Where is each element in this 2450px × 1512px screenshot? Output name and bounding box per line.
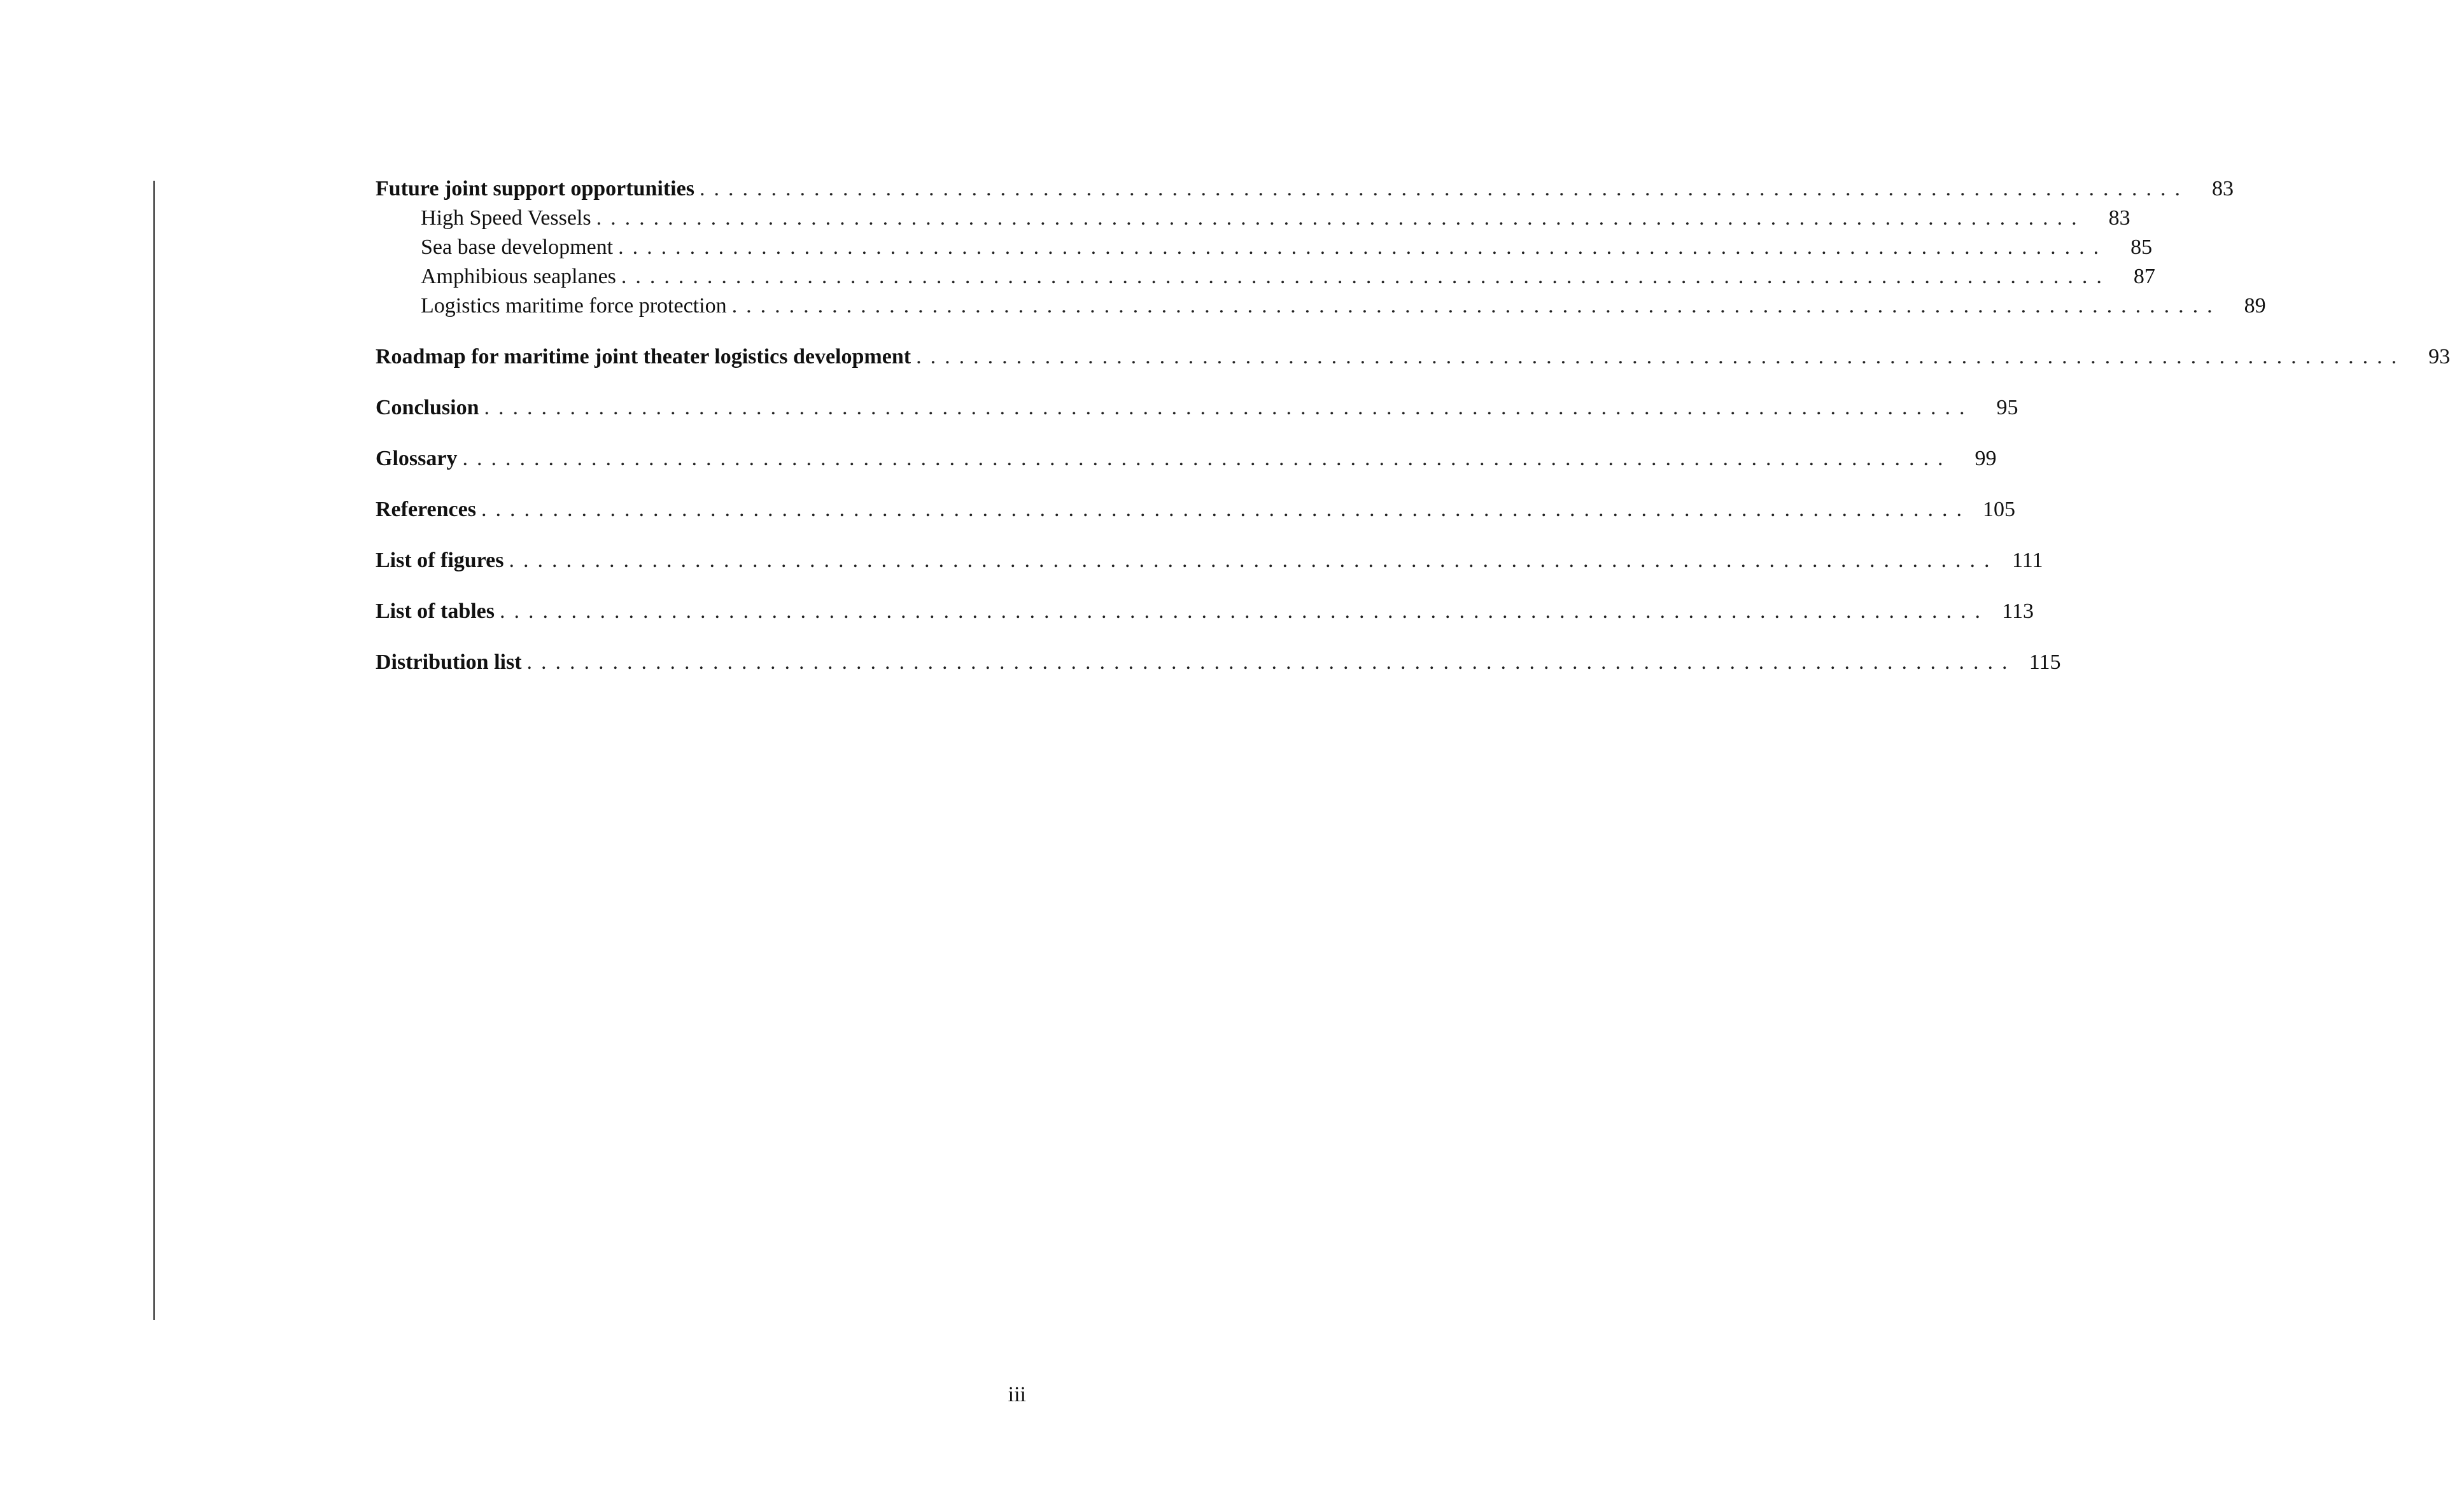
toc-entry-title: Sea base development (421, 235, 614, 259)
toc-entry-title: High Speed Vessels (421, 206, 591, 230)
toc-entry-title: List of tables (376, 599, 495, 623)
toc-entry-title: Glossary (376, 447, 458, 470)
toc-entry-page: 99 (1975, 447, 1997, 470)
dot-leader: ........................................................................................................ (618, 235, 2108, 259)
toc-entry-title: Roadmap for maritime joint theater logistics development (376, 345, 912, 368)
toc-entry-glossary[interactable] (376, 444, 1997, 473)
dot-leader: ........................................................................................................ (481, 498, 1971, 521)
toc-entry-page: 95 (1996, 396, 2018, 419)
toc-entry-page: 83 (2211, 177, 2234, 200)
dot-leader: ........................................................................................................ (509, 549, 1999, 572)
toc-entry-references[interactable] (376, 495, 2015, 524)
margin-rule (153, 181, 155, 1320)
toc-entry-page: 93 (2428, 345, 2450, 368)
dot-leader: ........................................................................................................ (596, 206, 2086, 230)
toc-entry-page: 115 (2029, 650, 2061, 674)
toc-entry-title: Logistics maritime force protection (421, 294, 727, 318)
toc-entry-sea-base-development[interactable] (376, 233, 2153, 262)
toc-entry-page: 85 (2130, 235, 2153, 259)
toc-entry-title: Conclusion (376, 396, 479, 419)
toc-entry-roadmap[interactable] (376, 342, 2450, 372)
dot-leader: ........................................................................................................ (484, 396, 1974, 419)
toc-entry-distribution-list[interactable] (376, 648, 2061, 677)
toc-entry-amphibious-seaplanes[interactable] (376, 262, 2155, 291)
toc-entry-title: List of figures (376, 549, 504, 572)
toc-entry-list-of-figures[interactable] (376, 546, 2043, 575)
page-number: iii (1008, 1383, 1026, 1406)
toc-entry-page: 89 (2244, 294, 2266, 318)
dot-leader: ........................................................................................................ (731, 294, 2221, 318)
toc-entry-title: Future joint support opportunities (376, 177, 694, 200)
toc-entry-list-of-tables[interactable] (376, 597, 2034, 626)
toc-entry-high-speed-vessels[interactable] (376, 204, 2130, 233)
toc-entry-title: References (376, 498, 476, 521)
toc-entry-page: 87 (2133, 265, 2155, 288)
table-of-contents (376, 174, 2450, 677)
toc-entry-title: Amphibious seaplanes (421, 265, 616, 288)
toc-entry-logistics-maritime-force-protection[interactable] (376, 291, 2266, 321)
toc-entry-future-joint-support-opportunities[interactable] (376, 174, 2234, 204)
dot-leader: ........................................................................................................ (526, 650, 2017, 674)
toc-entry-page: 113 (2002, 599, 2034, 623)
dot-leader: ........................................................................................................ (699, 177, 2189, 200)
dot-leader: ........................................................................................................ (500, 599, 1989, 623)
dot-leader: ........................................................................................................ (621, 265, 2111, 288)
dot-leader: ........................................................................................................ (916, 345, 2406, 368)
toc-entry-page: 105 (1982, 498, 2015, 521)
toc-entry-page: 83 (2108, 206, 2130, 230)
dot-leader: ........................................................................................................ (462, 447, 1952, 470)
toc-entry-title: Distribution list (376, 650, 522, 674)
toc-entry-conclusion[interactable] (376, 393, 2018, 423)
toc-entry-page: 111 (2012, 549, 2043, 572)
